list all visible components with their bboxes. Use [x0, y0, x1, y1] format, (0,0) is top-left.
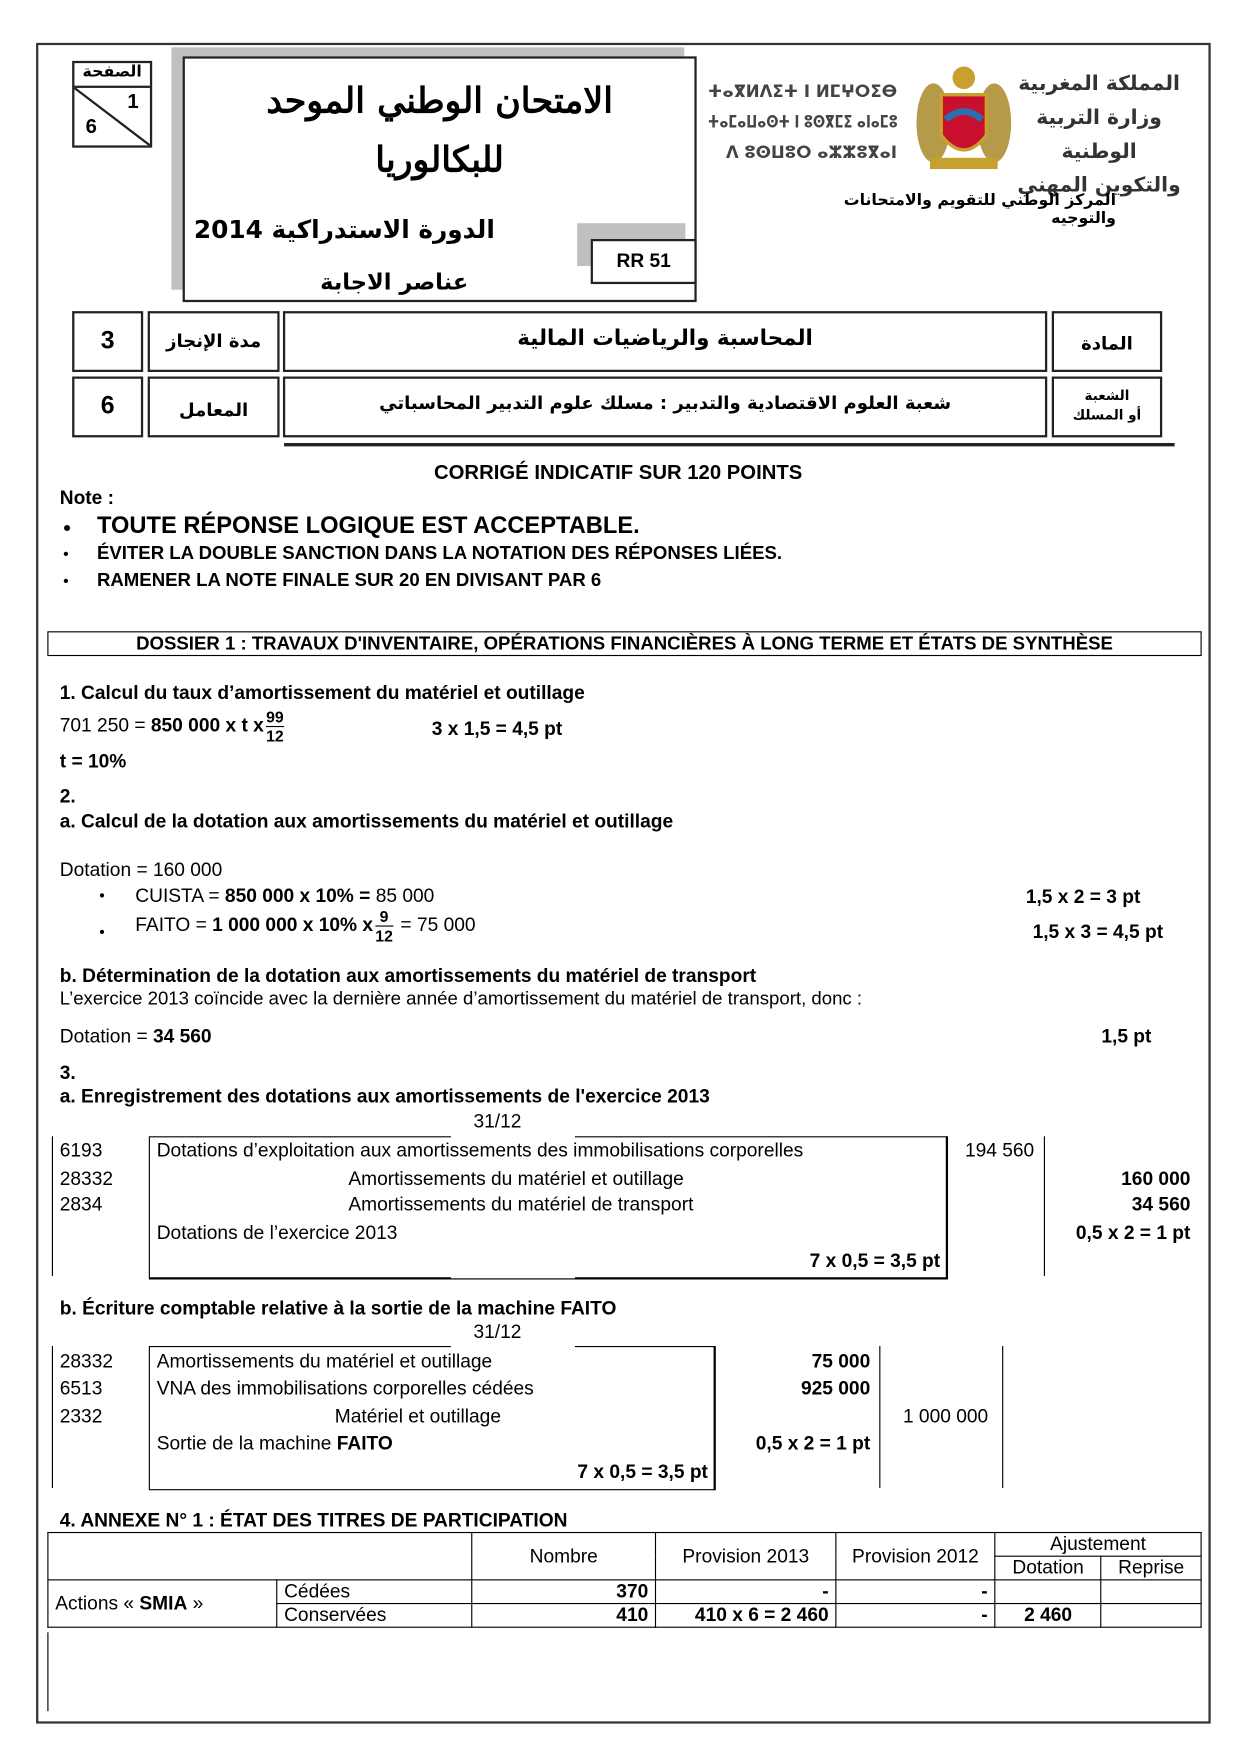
tifinagh-line: ⵜⴰⴳⵍⴷⵉⵜ ⵏ ⵍⵎⵖⵔⵉⴱ	[707, 81, 898, 102]
cell-nombre: 410	[472, 1604, 656, 1628]
text: FAITO	[336, 1432, 393, 1455]
q2-number: 2.	[59, 785, 76, 808]
q1-result: t = 10%	[59, 750, 127, 773]
q1-title: 1. Calcul du taux d’amortissement du matériel et outillage	[59, 681, 585, 704]
text: 850 000 x 10% =	[224, 884, 376, 907]
cuista-line	[135, 885, 434, 908]
exam-title-bac: للبكالوريا	[375, 139, 504, 181]
note-item: TOUTE RÉPONSE LOGIQUE EST ACCEPTABLE.	[96, 512, 640, 539]
debit-amount: 925 000	[800, 1377, 871, 1399]
journal-date: 31/12	[473, 1110, 522, 1132]
bullet-icon: •	[63, 516, 72, 542]
text: 1 000 000 x 10% x	[212, 914, 374, 936]
date-gap	[451, 1344, 575, 1349]
journal-line	[1044, 1136, 1045, 1276]
dotation-total: Dotation = 160 000	[59, 858, 223, 881]
divider	[284, 443, 1175, 446]
cell-reprise	[1101, 1580, 1201, 1604]
q1-points: 3 x 1,5 = 4,5 pt	[431, 718, 563, 740]
account-number: 2834	[59, 1193, 103, 1216]
journal-line	[52, 1346, 53, 1488]
account-number: 28332	[59, 1167, 114, 1190]
text: »	[187, 1592, 204, 1614]
q2a-title: a. Calcul de la dotation aux amortissements du matériel et outillage	[59, 810, 674, 832]
text: CUISTA =	[135, 884, 225, 907]
subtitle: عناصر الاجابة	[320, 268, 469, 296]
eq-part: 850 000 x t x	[150, 714, 264, 737]
text: = 75 000	[395, 914, 476, 936]
row-label	[48, 1580, 277, 1627]
q3a-title: a. Enregistrement des dotations aux amortissements de l'exercice 2013	[59, 1085, 710, 1107]
text: FAITO =	[135, 914, 213, 936]
cell-dotation: 2 460	[995, 1604, 1101, 1628]
q2b-text: L’exercice 2013 coïncide avec la dernière année d’amortissement du matériel de transport, donc :	[59, 988, 863, 1009]
journal-date: 31/12	[473, 1321, 522, 1343]
entry-points: 0,5 x 2 = 1 pt	[1075, 1221, 1191, 1244]
subject: المحاسبة والرياضيات المالية	[283, 311, 1047, 372]
header-reprise: Reprise	[1101, 1556, 1201, 1580]
page-number: 1	[127, 90, 139, 113]
faito-points: 1,5 x 3 = 4,5 pt	[1032, 920, 1164, 943]
q3-number: 3.	[59, 1061, 76, 1084]
duration-value: 3	[72, 311, 143, 372]
debit-amount: 75 000	[811, 1350, 871, 1372]
branch: شعبة العلوم الاقتصادية والتدبير : مسلك علوم التدبير المحاسباتي	[283, 377, 1047, 438]
exam-title: الامتحان الوطني الموحد	[266, 81, 613, 122]
q1-equation	[60, 708, 286, 745]
cell-dotation	[995, 1580, 1101, 1604]
journal-points: 7 x 0,5 = 3,5 pt	[809, 1250, 941, 1272]
text: SMIA	[139, 1592, 188, 1614]
account-number: 6193	[59, 1139, 103, 1162]
numerator: 9	[375, 907, 393, 926]
ministry-name	[1015, 68, 1184, 203]
date-gap	[451, 1134, 575, 1139]
journal-line	[52, 1136, 53, 1276]
note-label: Note :	[59, 486, 115, 509]
debit-amount: 194 560	[964, 1139, 1035, 1162]
session-text: الدورة الاستدراكية 2014	[193, 216, 495, 245]
branch-label-line: الشعبة	[1084, 387, 1130, 404]
tifinagh-line: ⵜⴰⵎⴰⵡⴰⵙⵜ ⵏ ⵓⵙⴳⵎⵉ ⴰⵏⴰⵎⵓ	[707, 111, 898, 132]
ministry-line: وزارة التربية الوطنية	[1036, 105, 1162, 164]
header-dotation: Dotation	[995, 1556, 1101, 1580]
subject-label: المادة	[1052, 311, 1162, 372]
eq-part: 701 250 =	[59, 714, 151, 737]
cuista-points: 1,5 x 2 = 3 pt	[1025, 886, 1141, 908]
corrige-title: CORRIGÉ INDICATIF SUR 120 POINTS	[433, 461, 803, 484]
national-center: المركز الوطني للتقويم والامتحانات والتوجيه	[843, 191, 1116, 228]
ministry-line: والتكوين المهني	[1017, 173, 1181, 198]
q2b-dotation	[60, 1026, 212, 1049]
bullet-icon: •	[99, 922, 105, 941]
text: Dotation =	[59, 1025, 153, 1048]
text: Actions «	[55, 1592, 140, 1614]
page-counter	[72, 61, 152, 148]
account-label: Dotations d’exploitation aux amortissements des immobilisations corporelles	[156, 1139, 804, 1162]
row-type: Conservées	[277, 1604, 472, 1628]
text: Sortie de la machine	[156, 1432, 337, 1455]
cell-prov2012: -	[836, 1604, 995, 1628]
tifinagh-ministry	[708, 77, 902, 168]
cell-prov2012: -	[836, 1580, 995, 1604]
exam-code: RR 51	[591, 239, 697, 284]
table-row	[48, 1580, 1201, 1604]
account-label: Amortissements du matériel de transport	[348, 1193, 694, 1216]
bullet-icon: •	[99, 886, 105, 905]
faito-line	[135, 907, 475, 944]
header-provision-2013: Provision 2013	[656, 1533, 836, 1580]
coefficient-value: 6	[72, 377, 143, 438]
coefficient-label: المعامل	[148, 377, 280, 438]
page-total: 6	[85, 114, 97, 138]
q2b-title: b. Détermination de la dotation aux amortissements du matériel de transport	[59, 964, 757, 987]
journal-line	[1002, 1346, 1003, 1488]
header-ajustement: Ajustement	[995, 1533, 1201, 1557]
account-label: Amortissements du matériel et outillage	[348, 1167, 684, 1190]
bullet-icon: •	[63, 544, 69, 563]
date-gap	[451, 1274, 575, 1279]
titres-table	[47, 1532, 1201, 1628]
bullet-icon: •	[63, 571, 69, 590]
fraction	[375, 907, 393, 944]
branch-label-line: أو المسلك	[1072, 406, 1142, 423]
row-type: Cédées	[277, 1580, 472, 1604]
credit-amount: 34 560	[1131, 1193, 1191, 1216]
entry-description: Dotations de l’exercice 2013	[156, 1221, 398, 1244]
tifinagh-line: ⴷ ⵓⵙⵡⵓⵔ ⴰⵣⵣⵓⴳⴰⵏ	[725, 142, 897, 163]
dossier-title: DOSSIER 1 : TRAVAUX D'INVENTAIRE, OPÉRATIONS FINANCIÈRES À LONG TERME ET ÉTATS DE SYNTHÈSE	[47, 631, 1201, 656]
cell-prov2013: -	[656, 1580, 836, 1604]
entry-description	[157, 1433, 393, 1456]
empty-cell	[48, 1533, 472, 1580]
account-label: VNA des immobilisations corporelles cédées	[156, 1377, 534, 1399]
denominator: 12	[375, 926, 393, 945]
page-label: الصفحة	[74, 63, 150, 88]
duration-label: مدة الإنجاز	[148, 311, 280, 372]
branch-label	[1052, 377, 1162, 438]
cell-nombre: 370	[472, 1580, 656, 1604]
credit-amount: 1 000 000	[902, 1405, 989, 1428]
credit-amount: 160 000	[1121, 1167, 1191, 1190]
journal-points: 7 x 0,5 = 3,5 pt	[577, 1460, 708, 1483]
cell-prov2013: 410 x 6 = 2 460	[656, 1604, 836, 1628]
account-label: Matériel et outillage	[334, 1405, 501, 1428]
account-number: 28332	[59, 1350, 114, 1372]
header-nombre: Nombre	[472, 1533, 656, 1580]
text: 85 000	[375, 884, 435, 907]
note-item: ÉVITER LA DOUBLE SANCTION DANS LA NOTATION DES RÉPONSES LIÉES.	[96, 543, 783, 564]
ministry-line: المملكة المغربية	[1018, 72, 1180, 96]
fraction	[266, 708, 284, 745]
note-item: RAMENER LA NOTE FINALE SUR 20 EN DIVISANT PAR 6	[96, 570, 602, 591]
account-number: 2332	[59, 1405, 103, 1428]
text: 34 560	[152, 1025, 212, 1048]
account-number: 6513	[59, 1377, 103, 1399]
journal-line	[879, 1346, 880, 1488]
entry-points: 0,5 x 2 = 1 pt	[755, 1432, 871, 1455]
q3b-title: b. Écriture comptable relative à la sortie de la machine FAITO	[59, 1297, 617, 1319]
denominator: 12	[266, 727, 284, 746]
header-provision-2012: Provision 2012	[836, 1533, 995, 1580]
cell-reprise	[1101, 1604, 1201, 1628]
account-label: Amortissements du matériel et outillage	[156, 1350, 493, 1372]
q4-title: 4. ANNEXE N° 1 : ÉTAT DES TITRES DE PARTICIPATION	[59, 1509, 568, 1531]
session	[194, 216, 566, 244]
numerator: 99	[266, 707, 284, 726]
q2b-points: 1,5 pt	[1101, 1025, 1152, 1048]
table-margin-line	[47, 1632, 48, 1711]
coat-of-arms-icon	[913, 61, 1014, 174]
